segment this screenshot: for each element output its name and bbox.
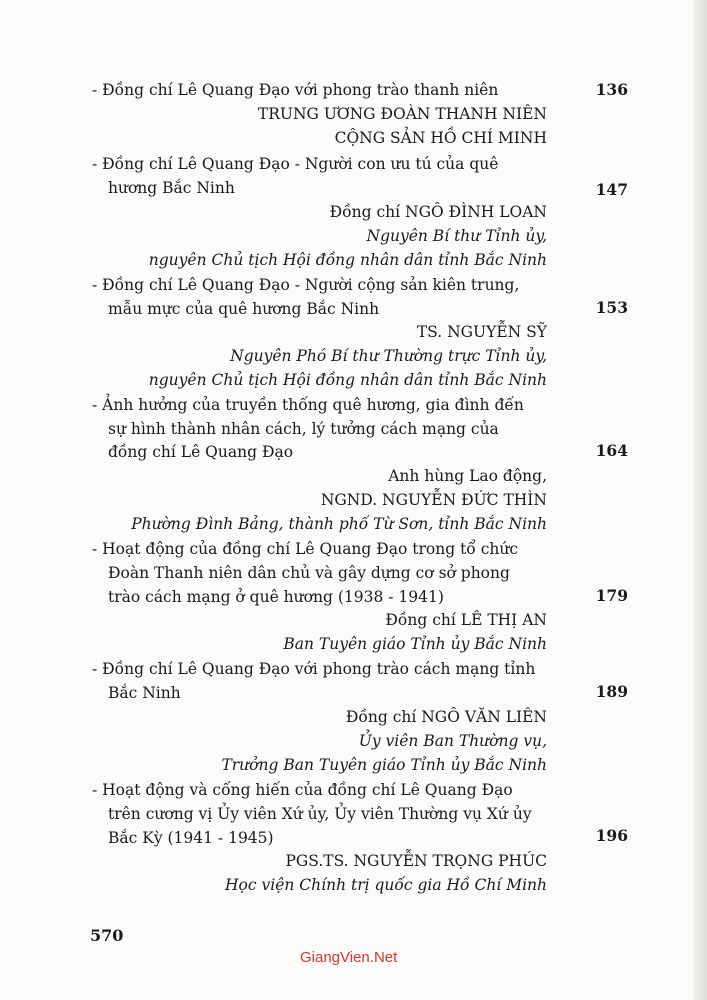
folio-page-number: 570 (90, 926, 124, 945)
toc-author-affiliation: Nguyên Bí thư Tỉnh ủy, (366, 227, 547, 245)
toc-entry-title: trào cách mạng ở quê hương (1938 - 1941) (108, 588, 444, 606)
toc-author: NGND. NGUYỄN ĐỨC THÌN (320, 491, 547, 509)
toc-author-affiliation: Ban Tuyên giáo Tỉnh ủy Bắc Ninh (283, 635, 547, 653)
toc-entry-title: trên cương vị Ủy viên Xứ ủy, Ủy viên Thường vụ Xứ ủy (108, 805, 532, 823)
toc-author-affiliation: nguyên Chủ tịch Hội đồng nhân dân tỉnh Bắc Ninh (148, 251, 547, 269)
toc-page-number: 164 (595, 441, 628, 460)
toc-entry-title: - Đồng chí Lê Quang Đạo với phong trào cách mạng tỉnh (92, 660, 536, 678)
toc-author: Đồng chí NGÔ VĂN LIÊN (345, 708, 547, 726)
toc-author: TRUNG ƯƠNG ĐOÀN THANH NIÊN (257, 105, 547, 123)
toc-author-affiliation: Anh hùng Lao động, (388, 467, 547, 485)
toc-page-number: 196 (595, 826, 628, 845)
toc-entry-title: - Ảnh hưởng của truyền thống quê hương, gia đình đến (92, 396, 524, 414)
toc-entry-title: - Đồng chí Lê Quang Đạo - Người cộng sản kiên trung, (92, 276, 520, 294)
toc-author: Đồng chí LÊ THỊ AN (385, 611, 547, 629)
toc-entry-title: mẫu mực của quê hương Bắc Ninh (108, 300, 380, 318)
toc-author-affiliation: Phường Đình Bảng, thành phố Từ Sơn, tỉnh Bắc Ninh (131, 515, 547, 533)
toc-author: PGS.TS. NGUYỄN TRỌNG PHÚC (285, 852, 547, 870)
toc-page-number: 189 (595, 682, 628, 701)
toc-entry-title: - Đồng chí Lê Quang Đạo với phong trào thanh niên (92, 81, 499, 99)
toc-page-number: 179 (595, 586, 628, 605)
toc-entry-title: hương Bắc Ninh (108, 179, 235, 197)
toc-page-number: 136 (595, 80, 628, 99)
toc-entry-title: Đoàn Thanh niên dân chủ và gây dựng cơ sở phong (108, 564, 510, 582)
page-edge-shadow (693, 0, 707, 1000)
toc-page-number: 153 (595, 298, 628, 317)
toc-entry-title: sự hình thành nhân cách, lý tưởng cách mạng của (108, 420, 499, 438)
toc-author: CỘNG SẢN HỒ CHÍ MINH (334, 129, 547, 147)
toc-entry-title: Bắc Kỳ (1941 - 1945) (108, 829, 274, 847)
toc-author-affiliation: Trưởng Ban Tuyên giáo Tỉnh ủy Bắc Ninh (221, 756, 547, 774)
watermark: GiangVien.Net (300, 949, 398, 966)
toc-author-affiliation: Ủy viên Ban Thường vụ, (358, 732, 547, 750)
toc-author-affiliation: Nguyên Phó Bí thư Thường trực Tỉnh ủy, (230, 347, 547, 365)
toc-author-affiliation: Học viện Chính trị quốc gia Hồ Chí Minh (225, 876, 547, 894)
toc-entry-title: - Đồng chí Lê Quang Đạo - Người con ưu tú của quê (92, 155, 499, 173)
toc-entry-title: - Hoạt động của đồng chí Lê Quang Đạo trong tổ chức (92, 540, 519, 558)
toc-author-affiliation: nguyên Chủ tịch Hội đồng nhân dân tỉnh Bắc Ninh (148, 371, 547, 389)
toc-author: TS. NGUYỄN SỸ (416, 323, 547, 341)
toc-entry-title: Bắc Ninh (108, 684, 181, 702)
toc-entry-title: - Hoạt động và cống hiến của đồng chí Lê Quang Đạo (92, 781, 513, 799)
toc-entry-title: đồng chí Lê Quang Đạo (108, 443, 294, 461)
toc-author: Đồng chí NGÔ ĐÌNH LOAN (329, 203, 547, 221)
toc-page-number: 147 (595, 180, 628, 199)
